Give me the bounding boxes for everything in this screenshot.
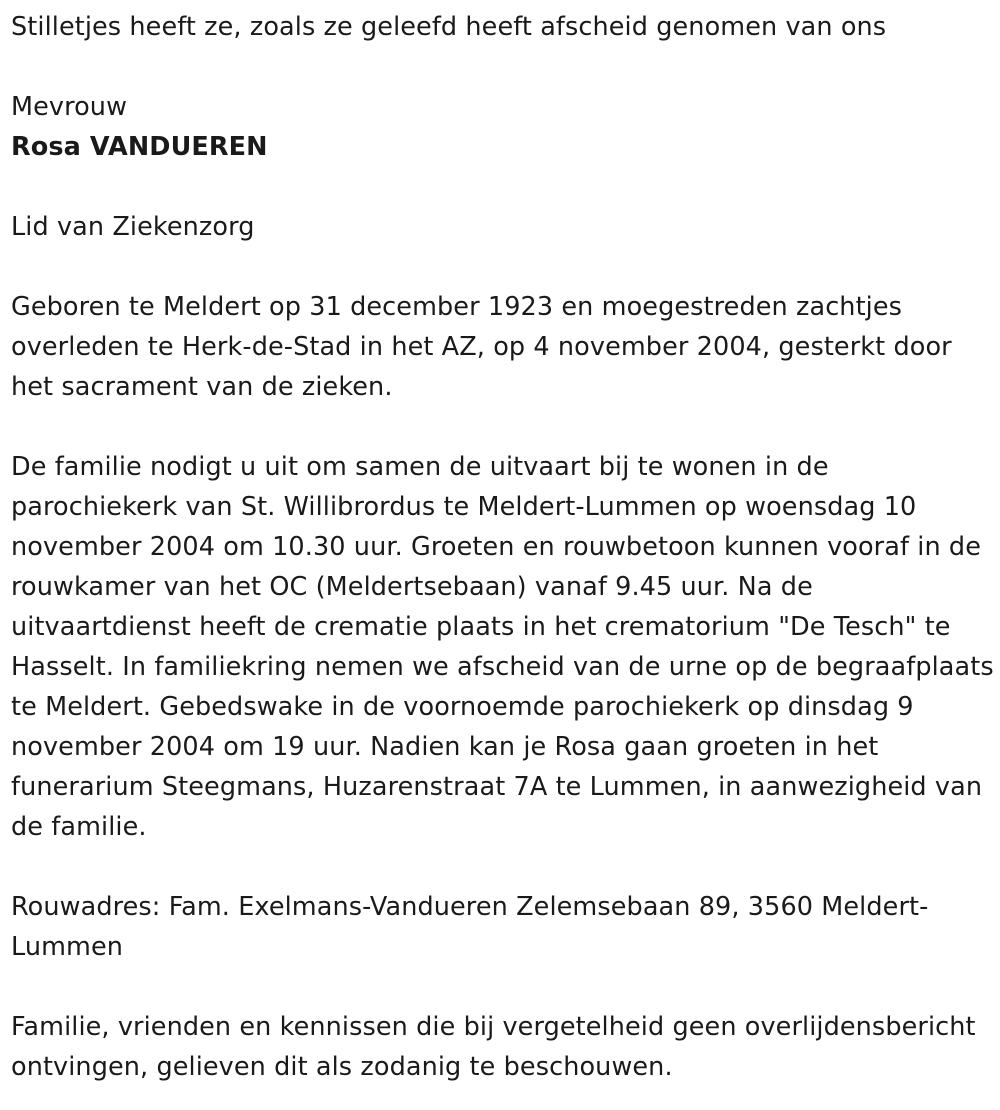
funeral-paragraph: De familie nodigt u uit om samen de uitvaart bij te wonen in de parochiekerk van St. Willibrordus te Meldert-Lummen op woensdag 10 november 2004 om 10.30 uur. Groeten en rouwbetoon kunnen vooraf in de rouwkamer van het OC (Meldertsebaan) vanaf 9.45 uur. Na de uitvaartdienst heeft de crematie plaats in het crematorium "De Tesch" te Hasselt. In familiekring nemen we afscheid van de urne op de begraafplaats te Meldert. Gebedswake in de voornoemde parochiekerk op dinsdag 9 november 2004 om 19 uur. Nadien kan je Rosa gaan groeten in het funerarium Steegmans, Huzarenstraat 7A te Lummen, in aanwezigheid van de familie.	[11, 452, 994, 842]
birth-death-paragraph: Geboren te Meldert op 31 december 1923 en moegestreden zachtjes overleden te Herk-de-Stad in het AZ, op 4 november 2004, gesterkt door het sacrament van de zieken.	[11, 292, 952, 402]
obituary-document	[11, 0, 996, 1087]
intro-line: Stilletjes heeft ze, zoals ze geleefd heeft afscheid genomen van ons	[11, 12, 887, 42]
membership-line: Lid van Ziekenzorg	[11, 212, 255, 242]
deceased-name: Rosa VANDUEREN	[11, 132, 268, 162]
salutation: Mevrouw	[11, 92, 128, 122]
mourning-address: Rouwadres: Fam. Exelmans-Vandueren Zelemsebaan 89, 3560 Meldert-Lummen	[11, 892, 929, 962]
closing-paragraph: Familie, vrienden en kennissen die bij vergetelheid geen overlijdensbericht ontvingen, gelieven dit als zodanig te beschouwen.	[11, 1012, 976, 1082]
